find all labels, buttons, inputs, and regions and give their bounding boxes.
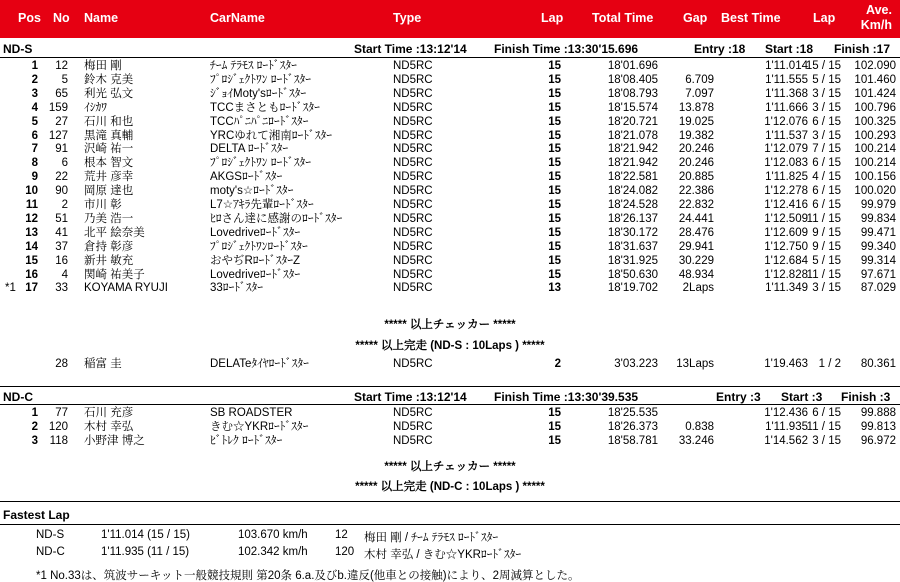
ave-speed-cell: 96.972 bbox=[860, 435, 896, 447]
result-row bbox=[0, 227, 900, 240]
total-time-cell: 18'15.574 bbox=[607, 101, 658, 114]
fastest-lap-title: Fastest Lap bbox=[3, 508, 70, 522]
car-number-cell: 51 bbox=[55, 212, 68, 225]
result-row bbox=[0, 269, 900, 282]
car-name-cell: ｼﾞｮｲMoty'sﾛｰﾄﾞｽﾀｰ bbox=[210, 87, 307, 100]
driver-name-cell: 木村 幸弘 bbox=[84, 421, 134, 433]
result-row bbox=[0, 74, 900, 87]
gap-cell: 28.476 bbox=[678, 226, 714, 239]
ndc-class-label: ND-C bbox=[3, 390, 33, 404]
car-number-cell: 4 bbox=[61, 268, 68, 281]
total-time-cell: 18'22.581 bbox=[607, 171, 658, 184]
total-time-cell: 18'24.082 bbox=[607, 185, 658, 198]
ave-speed-cell: 97.671 bbox=[860, 268, 896, 281]
col-ave-label: Ave. bbox=[866, 3, 892, 17]
total-time-cell: 18'58.781 bbox=[607, 435, 658, 447]
gap-cell: 7.097 bbox=[685, 87, 714, 100]
penalty-mark: *1 bbox=[5, 282, 16, 295]
position-cell: 3 bbox=[31, 87, 38, 100]
laps-cell: 15 bbox=[548, 185, 561, 198]
driver-name-cell: 鈴木 克美 bbox=[84, 73, 134, 86]
driver-name-cell: 石川 和也 bbox=[84, 115, 134, 128]
driver-name-cell: 関崎 祐美子 bbox=[84, 268, 145, 281]
nds-start-count: Start :18 bbox=[765, 42, 814, 56]
best-time-cell: 1'11.014 bbox=[765, 60, 808, 72]
ndc-start-count: Start :3 bbox=[781, 390, 823, 404]
position-cell: 1 bbox=[31, 60, 38, 72]
ave-speed-cell: 100.214 bbox=[854, 143, 896, 156]
driver-name-cell: 岡原 達也 bbox=[84, 185, 134, 198]
position-cell: 2 bbox=[31, 421, 38, 433]
car-number-cell: 5 bbox=[61, 73, 68, 86]
car-name-cell: きむ☆YKRﾛｰﾄﾞｽﾀｰ bbox=[210, 421, 309, 433]
col-ave-header bbox=[861, 3, 892, 33]
ave-speed-cell: 100.293 bbox=[854, 129, 896, 142]
car-name-cell: YRCゆれて湘南ﾛｰﾄﾞｽﾀｰ bbox=[210, 129, 333, 142]
position-cell: 3 bbox=[31, 435, 38, 447]
car-number-cell: 91 bbox=[55, 143, 68, 156]
total-time-cell: 18'31.925 bbox=[607, 254, 658, 267]
car-name-cell: ﾌﾟﾛｼﾞｪｸﾄﾜﾝ ﾛｰﾄﾞｽﾀｰ bbox=[210, 157, 311, 170]
total-time-cell: 3'03.223 bbox=[614, 358, 658, 370]
driver-name-cell: 乃美 浩一 bbox=[84, 212, 134, 225]
gap-cell: 2Laps bbox=[682, 282, 714, 295]
ndc-top-divider bbox=[0, 386, 900, 387]
car-number-cell: 127 bbox=[48, 129, 68, 142]
best-time-cell: 1'12.083 bbox=[764, 157, 808, 170]
nds-entry: Entry :18 bbox=[694, 42, 746, 56]
best-time-cell: 1'12.750 bbox=[764, 240, 808, 253]
total-time-cell: 18'20.721 bbox=[607, 115, 658, 128]
car-type-cell: ND5RC bbox=[393, 199, 433, 211]
car-type-cell: ND5RC bbox=[393, 115, 433, 128]
laps-cell: 15 bbox=[548, 60, 561, 72]
result-row bbox=[0, 241, 900, 254]
car-number-cell: 28 bbox=[55, 358, 68, 370]
result-row bbox=[0, 407, 900, 420]
best-lap-cell: 1 / 2 bbox=[818, 358, 841, 370]
laps-cell: 15 bbox=[548, 435, 561, 447]
car-name-cell: ﾌﾟﾛｼﾞｪｸﾄﾜﾝﾛｰﾄﾞｽﾀｰ bbox=[210, 240, 308, 253]
best-lap-cell: 6 / 15 bbox=[812, 185, 841, 198]
position-cell: 11 bbox=[25, 199, 38, 211]
best-lap-cell: 6 / 15 bbox=[812, 407, 841, 419]
best-lap-cell: 9 / 15 bbox=[812, 226, 841, 239]
car-number-cell: 90 bbox=[55, 185, 68, 198]
car-name-cell: L7☆ｱｷﾗ先輩ﾛｰﾄﾞｽﾀｰ bbox=[210, 199, 314, 211]
position-cell: 8 bbox=[31, 157, 38, 170]
col-type-header: Type bbox=[393, 11, 422, 25]
best-time-cell: 1'12.828 bbox=[764, 268, 808, 281]
total-time-cell: 18'30.172 bbox=[607, 226, 658, 239]
ave-speed-cell: 101.460 bbox=[854, 73, 896, 86]
car-number-cell: 12 bbox=[55, 60, 68, 72]
car-type-cell: ND5RC bbox=[393, 421, 433, 433]
ave-speed-cell: 100.156 bbox=[854, 171, 896, 184]
laps-cell: 15 bbox=[548, 143, 561, 156]
fastest-class: ND-S bbox=[36, 529, 65, 541]
laps-cell: 15 bbox=[548, 421, 561, 433]
gap-cell: 13Laps bbox=[676, 358, 714, 370]
laps-cell: 15 bbox=[548, 212, 561, 225]
laps-cell: 15 bbox=[548, 87, 561, 100]
total-time-cell: 18'21.942 bbox=[607, 157, 658, 170]
car-number-cell: 37 bbox=[55, 240, 68, 253]
position-cell: 5 bbox=[31, 115, 38, 128]
ave-speed-cell: 99.314 bbox=[860, 254, 896, 267]
nds-divider bbox=[0, 57, 900, 58]
laps-cell: 15 bbox=[548, 268, 561, 281]
nds-complete-line: ***** 以上完走 (ND-S : 10Laps ) ***** bbox=[355, 340, 545, 352]
ave-speed-cell: 100.020 bbox=[854, 185, 896, 198]
gap-cell: 20.246 bbox=[678, 157, 714, 170]
best-lap-cell: 5 / 15 bbox=[812, 254, 841, 267]
penalty-note: *1 No.33は、筑波サーキット一般競技規則 第20条 6.a.及びb.違反(他車との接触)により、2周減算とした。 bbox=[36, 570, 580, 582]
car-name-cell: ﾋﾞﾄﾚｸ ﾛｰﾄﾞｽﾀｰ bbox=[210, 435, 283, 447]
position-cell: 6 bbox=[31, 129, 38, 142]
fastest-car-number: 12 bbox=[335, 529, 348, 541]
best-lap-cell: 3 / 15 bbox=[812, 87, 841, 100]
fastest-driver: 木村 幸弘 / きむ☆YKRﾛｰﾄﾞｽﾀｰ bbox=[364, 549, 522, 561]
position-cell: 16 bbox=[25, 268, 38, 281]
nds-start-time: Start Time :13:12'14 bbox=[354, 42, 467, 56]
col-bestlap-header: Lap bbox=[813, 11, 836, 25]
laps-cell: 15 bbox=[548, 240, 561, 253]
car-name-cell: ﾁｰﾑ ﾃﾗﾓｽ ﾛｰﾄﾞｽﾀｰ bbox=[210, 60, 297, 72]
laps-cell: 15 bbox=[548, 407, 561, 419]
laps-cell: 15 bbox=[548, 226, 561, 239]
total-time-cell: 18'31.637 bbox=[607, 240, 658, 253]
fastest-time: 1'11.935 (11 / 15) bbox=[101, 546, 190, 558]
car-number-cell: 77 bbox=[55, 407, 68, 419]
fastest-class: ND-C bbox=[36, 546, 65, 558]
position-cell: 17 bbox=[25, 282, 38, 295]
total-time-cell: 18'24.528 bbox=[607, 199, 658, 211]
fastest-driver: 梅田 剛 / ﾁｰﾑ ﾃﾗﾓｽ ﾛｰﾄﾞｽﾀｰ bbox=[364, 532, 499, 544]
laps-cell: 15 bbox=[548, 171, 561, 184]
best-lap-cell: 3 / 15 bbox=[812, 129, 841, 142]
best-lap-cell: 5 / 15 bbox=[812, 73, 841, 86]
best-time-cell: 1'12.416 bbox=[764, 199, 808, 211]
car-type-cell: ND5RC bbox=[393, 101, 433, 114]
driver-name-cell: 利光 弘文 bbox=[84, 87, 134, 100]
ndc-start-time: Start Time :13:12'14 bbox=[354, 390, 467, 404]
best-time-cell: 1'19.463 bbox=[764, 358, 808, 370]
car-name-cell: Lovedriveﾛｰﾄﾞｽﾀｰ bbox=[210, 268, 301, 281]
best-lap-cell: 4 / 15 bbox=[812, 171, 841, 184]
ave-speed-cell: 100.214 bbox=[854, 157, 896, 170]
gap-cell: 13.878 bbox=[678, 101, 714, 114]
car-type-cell: ND5RC bbox=[393, 73, 433, 86]
position-cell: 12 bbox=[25, 212, 38, 225]
best-time-cell: 1'12.079 bbox=[764, 143, 808, 156]
result-row bbox=[0, 116, 900, 129]
car-number-cell: 6 bbox=[61, 157, 68, 170]
col-pos-header: Pos bbox=[18, 11, 41, 25]
driver-name-cell: KOYAMA RYUJI bbox=[84, 282, 168, 295]
best-time-cell: 1'12.684 bbox=[764, 254, 808, 267]
driver-name-cell: 倉持 彰彦 bbox=[84, 240, 134, 253]
gap-cell: 33.246 bbox=[678, 435, 714, 447]
fastest-divider bbox=[0, 524, 900, 525]
best-time-cell: 1'12.509 bbox=[764, 212, 808, 225]
position-cell: 7 bbox=[31, 143, 38, 156]
best-lap-cell: 15 / 15 bbox=[805, 60, 841, 72]
best-time-cell: 1'11.537 bbox=[765, 129, 808, 142]
driver-name-cell: 新井 敏充 bbox=[84, 254, 134, 267]
driver-name-cell: ｲｼｶﾜ bbox=[84, 101, 107, 114]
result-row bbox=[0, 171, 900, 184]
gap-cell: 24.441 bbox=[678, 212, 714, 225]
car-name-cell: TCCﾊﾟﾆﾊﾟﾆﾛｰﾄﾞｽﾀｰ bbox=[210, 115, 309, 128]
car-number-cell: 159 bbox=[48, 101, 68, 114]
car-type-cell: ND5RC bbox=[393, 87, 433, 100]
car-name-cell: moty's☆ﾛｰﾄﾞｽﾀｰ bbox=[210, 185, 294, 198]
best-time-cell: 1'11.666 bbox=[765, 101, 808, 114]
best-lap-cell: 6 / 15 bbox=[812, 157, 841, 170]
total-time-cell: 18'08.793 bbox=[607, 87, 658, 100]
result-row bbox=[0, 88, 900, 101]
car-type-cell: ND5RC bbox=[393, 407, 433, 419]
best-lap-cell: 3 / 15 bbox=[812, 282, 841, 295]
car-name-cell: SB ROADSTER bbox=[210, 407, 293, 419]
total-time-cell: 18'50.630 bbox=[607, 268, 658, 281]
result-row bbox=[0, 199, 900, 212]
laps-cell: 15 bbox=[548, 129, 561, 142]
col-best-header: Best Time bbox=[721, 11, 781, 25]
position-cell: 1 bbox=[31, 407, 38, 419]
gap-cell: 30.229 bbox=[678, 254, 714, 267]
best-time-cell: 1'14.562 bbox=[764, 435, 808, 447]
car-type-cell: ND5RC bbox=[393, 185, 433, 198]
nds-section-bar bbox=[0, 40, 900, 57]
ave-speed-cell: 80.361 bbox=[860, 358, 896, 370]
position-cell: 9 bbox=[31, 171, 38, 184]
fastest-top-divider bbox=[0, 501, 900, 502]
gap-cell: 22.832 bbox=[678, 199, 714, 211]
ave-speed-cell: 100.325 bbox=[854, 115, 896, 128]
gap-cell: 29.941 bbox=[678, 240, 714, 253]
best-lap-cell: 11 / 15 bbox=[806, 212, 841, 225]
ndc-divider bbox=[0, 404, 900, 405]
best-lap-cell: 6 / 15 bbox=[812, 115, 841, 128]
laps-cell: 15 bbox=[548, 254, 561, 267]
best-time-cell: 1'12.436 bbox=[764, 407, 808, 419]
total-time-cell: 18'26.373 bbox=[607, 421, 658, 433]
car-type-cell: ND5RC bbox=[393, 143, 433, 156]
driver-name-cell: 北平 絵奈美 bbox=[84, 226, 145, 239]
result-row bbox=[0, 130, 900, 143]
ave-speed-cell: 99.979 bbox=[860, 199, 896, 211]
car-name-cell: DELTA ﾛｰﾄﾞｽﾀｰ bbox=[210, 143, 289, 156]
result-row bbox=[0, 435, 900, 448]
car-name-cell: ﾌﾟﾛｼﾞｪｸﾄﾜﾝ ﾛｰﾄﾞｽﾀｰ bbox=[210, 73, 311, 86]
best-lap-cell: 11 / 15 bbox=[806, 268, 841, 281]
ave-speed-cell: 102.090 bbox=[854, 60, 896, 72]
car-name-cell: ﾋﾛさん達に感謝のﾛｰﾄﾞｽﾀｰ bbox=[210, 212, 343, 225]
car-type-cell: ND5RC bbox=[393, 435, 433, 447]
fastest-speed: 102.342 km/h bbox=[238, 546, 308, 558]
col-lap-header: Lap bbox=[541, 11, 564, 25]
position-cell: 14 bbox=[25, 240, 38, 253]
car-type-cell: ND5RC bbox=[393, 358, 433, 370]
car-type-cell: ND5RC bbox=[393, 129, 433, 142]
ave-speed-cell: 99.340 bbox=[860, 240, 896, 253]
col-ave-unit: Km/h bbox=[860, 18, 892, 32]
fastest-speed: 103.670 km/h bbox=[238, 529, 308, 541]
gap-cell: 0.838 bbox=[685, 421, 714, 433]
driver-name-cell: 黒滝 真輔 bbox=[84, 129, 134, 142]
col-gap-header: Gap bbox=[683, 11, 708, 25]
col-no-header: No bbox=[53, 11, 70, 25]
ave-speed-cell: 99.888 bbox=[860, 407, 896, 419]
gap-cell: 48.934 bbox=[678, 268, 714, 281]
car-number-cell: 41 bbox=[55, 226, 68, 239]
car-number-cell: 120 bbox=[48, 421, 68, 433]
result-row bbox=[0, 358, 900, 371]
ndc-section-bar bbox=[0, 388, 900, 405]
best-lap-cell: 3 / 15 bbox=[812, 101, 841, 114]
position-cell: 15 bbox=[25, 254, 38, 267]
result-row bbox=[0, 157, 900, 170]
car-name-cell: Lovedriveﾛｰﾄﾞｽﾀｰ bbox=[210, 226, 301, 239]
ave-speed-cell: 99.813 bbox=[860, 421, 896, 433]
car-type-cell: ND5RC bbox=[393, 60, 433, 72]
gap-cell: 6.709 bbox=[685, 73, 714, 86]
best-time-cell: 1'12.076 bbox=[764, 115, 808, 128]
result-row bbox=[0, 102, 900, 115]
total-time-cell: 18'21.942 bbox=[607, 143, 658, 156]
car-name-cell: おやぢRﾛｰﾄﾞｽﾀｰZ bbox=[210, 254, 301, 267]
laps-cell: 15 bbox=[548, 157, 561, 170]
ndc-entry: Entry :3 bbox=[716, 390, 761, 404]
total-time-cell: 18'08.405 bbox=[607, 73, 658, 86]
total-time-cell: 18'01.696 bbox=[607, 60, 658, 72]
best-lap-cell: 6 / 15 bbox=[812, 199, 841, 211]
best-time-cell: 1'11.349 bbox=[765, 282, 808, 295]
col-total-header: Total Time bbox=[592, 11, 654, 25]
best-time-cell: 1'11.825 bbox=[765, 171, 808, 184]
position-cell: 10 bbox=[25, 185, 38, 198]
best-time-cell: 1'11.368 bbox=[765, 87, 808, 100]
ndc-finish-count: Finish :3 bbox=[841, 390, 891, 404]
car-type-cell: ND5RC bbox=[393, 240, 433, 253]
best-time-cell: 1'11.935 bbox=[765, 421, 808, 433]
driver-name-cell: 梅田 剛 bbox=[84, 60, 122, 72]
total-time-cell: 18'26.137 bbox=[607, 212, 658, 225]
best-lap-cell: 11 / 15 bbox=[806, 421, 841, 433]
best-time-cell: 1'12.278 bbox=[764, 185, 808, 198]
car-name-cell: TCCまさともﾛｰﾄﾞｽﾀｰ bbox=[210, 101, 320, 114]
driver-name-cell: 荒井 彦幸 bbox=[84, 171, 134, 184]
driver-name-cell: 沢崎 祐一 bbox=[84, 143, 134, 156]
best-time-cell: 1'12.609 bbox=[764, 226, 808, 239]
result-row bbox=[0, 282, 900, 295]
result-row bbox=[0, 255, 900, 268]
best-lap-cell: 3 / 15 bbox=[812, 435, 841, 447]
total-time-cell: 18'21.078 bbox=[607, 129, 658, 142]
car-type-cell: ND5RC bbox=[393, 254, 433, 267]
car-type-cell: ND5RC bbox=[393, 282, 433, 295]
car-number-cell: 118 bbox=[49, 435, 68, 447]
nds-class-label: ND-S bbox=[3, 42, 33, 56]
result-row bbox=[0, 213, 900, 226]
ave-speed-cell: 100.796 bbox=[854, 101, 896, 114]
results-header bbox=[0, 0, 900, 38]
nds-checker-line: ***** 以上チェッカー ***** bbox=[384, 319, 516, 331]
laps-cell: 13 bbox=[548, 282, 561, 295]
ave-speed-cell: 87.029 bbox=[860, 282, 896, 295]
laps-cell: 2 bbox=[554, 358, 561, 370]
position-cell: 2 bbox=[31, 73, 38, 86]
laps-cell: 15 bbox=[548, 199, 561, 211]
driver-name-cell: 根本 智文 bbox=[84, 157, 134, 170]
fastest-car-number: 120 bbox=[335, 546, 355, 558]
driver-name-cell: 石川 充彦 bbox=[84, 407, 134, 419]
driver-name-cell: 小野津 博之 bbox=[84, 435, 145, 447]
best-lap-cell: 7 / 15 bbox=[812, 143, 841, 156]
laps-cell: 15 bbox=[548, 101, 561, 114]
gap-cell: 19.382 bbox=[678, 129, 714, 142]
col-carname-header: CarName bbox=[210, 11, 265, 25]
position-cell: 4 bbox=[31, 101, 38, 114]
ave-speed-cell: 101.424 bbox=[854, 87, 896, 100]
car-number-cell: 16 bbox=[55, 254, 68, 267]
driver-name-cell: 市川 彰 bbox=[84, 199, 122, 211]
gap-cell: 22.386 bbox=[678, 185, 714, 198]
car-name-cell: AKGSﾛｰﾄﾞｽﾀｰ bbox=[210, 171, 283, 184]
gap-cell: 19.025 bbox=[678, 115, 714, 128]
best-time-cell: 1'11.555 bbox=[765, 73, 808, 86]
best-lap-cell: 9 / 15 bbox=[812, 240, 841, 253]
ndc-checker-line: ***** 以上チェッカー ***** bbox=[384, 461, 516, 473]
result-row bbox=[0, 60, 900, 73]
result-row bbox=[0, 143, 900, 156]
nds-finish-time: Finish Time :13:30'15.696 bbox=[494, 42, 639, 56]
car-type-cell: ND5RC bbox=[393, 268, 433, 281]
fastest-time: 1'11.014 (15 / 15) bbox=[101, 529, 190, 541]
driver-name-cell: 稲富 圭 bbox=[84, 358, 122, 370]
car-number-cell: 27 bbox=[55, 115, 68, 128]
car-type-cell: ND5RC bbox=[393, 226, 433, 239]
ndc-finish-time: Finish Time :13:30'39.535 bbox=[494, 390, 639, 404]
car-number-cell: 22 bbox=[55, 171, 68, 184]
nds-finish-count: Finish :17 bbox=[834, 42, 891, 56]
total-time-cell: 18'19.702 bbox=[607, 282, 658, 295]
car-type-cell: ND5RC bbox=[393, 212, 433, 225]
laps-cell: 15 bbox=[548, 115, 561, 128]
car-name-cell: DELATeﾀｲﾔﾛｰﾄﾞｽﾀｰ bbox=[210, 358, 309, 370]
car-number-cell: 2 bbox=[61, 199, 68, 211]
laps-cell: 15 bbox=[548, 73, 561, 86]
ndc-complete-line: ***** 以上完走 (ND-C : 10Laps ) ***** bbox=[355, 481, 545, 493]
car-number-cell: 33 bbox=[55, 282, 68, 295]
car-name-cell: 33ﾛｰﾄﾞｽﾀｰ bbox=[210, 282, 264, 295]
gap-cell: 20.246 bbox=[678, 143, 714, 156]
car-type-cell: ND5RC bbox=[393, 157, 433, 170]
ave-speed-cell: 99.834 bbox=[860, 212, 896, 225]
position-cell: 13 bbox=[25, 226, 38, 239]
total-time-cell: 18'25.535 bbox=[607, 407, 658, 419]
car-type-cell: ND5RC bbox=[393, 171, 433, 184]
car-number-cell: 65 bbox=[55, 87, 68, 100]
gap-cell: 20.885 bbox=[678, 171, 714, 184]
result-row bbox=[0, 185, 900, 198]
col-name-header: Name bbox=[84, 11, 119, 25]
result-row bbox=[0, 421, 900, 434]
ave-speed-cell: 99.471 bbox=[860, 226, 896, 239]
